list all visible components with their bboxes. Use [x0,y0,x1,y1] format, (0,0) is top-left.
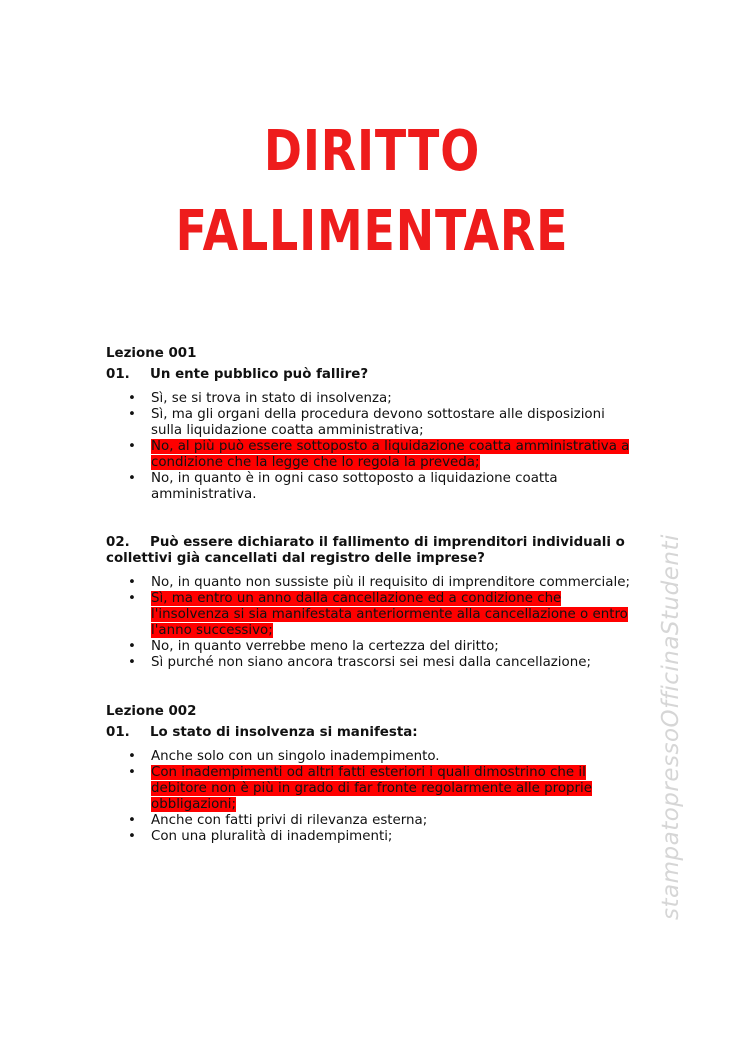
bullet-icon: • [128,575,136,590]
document-title [67,112,677,272]
bullet-icon: • [128,655,136,670]
lesson-heading: Lezione 002 [106,704,197,719]
question-heading [106,535,636,567]
bullet-icon: • [128,765,136,780]
bullet-icon: • [128,829,136,844]
title-line-2: FALLIMENTARE [175,199,569,264]
answer-text: Sì, ma gli organi della procedura devono sottostare alle disposizioni sulla liquidazione coatta amministrativa; [151,407,605,438]
answer-item-correct [106,591,636,639]
bullet-icon: • [128,749,136,764]
question-number: 01. [106,367,130,382]
answer-text: No, in quanto verrebbe meno la certezza del diritto; [151,639,499,654]
bullet-icon: • [128,471,136,486]
answer-text: No, in quanto è in ogni caso sottoposto a liquidazione coatta amministrativa. [151,471,558,502]
lesson-heading: Lezione 001 [106,346,197,361]
answer-list [106,749,636,845]
answer-text: Anche solo con un singolo inadempimento. [151,749,440,764]
question-heading [106,367,636,383]
answer-text-highlighted: Sì, ma entro un anno dalla cancellazione ed a condizione che l'insolvenza si sia manifestata anteriormente alla cancellazione o entro l'anno successivo; [151,591,628,638]
question-text: Può essere dichiarato il fallimento di imprenditori individuali o collettivi già cancellati dal registro delle imprese? [106,535,625,566]
answer-item [106,749,636,765]
answer-item [106,471,636,503]
bullet-icon: • [128,639,136,654]
title-line-1: DIRITTO [263,119,481,184]
bullet-icon: • [128,407,136,422]
watermark-text: stampatopressoOfficinaStudenti [658,534,684,920]
answer-text: Con una pluralità di inadempimenti; [151,829,393,844]
answer-text: Sì purché non siano ancora trascorsi sei mesi dalla cancellazione; [151,655,591,670]
answer-list [106,575,636,671]
answer-item [106,813,636,829]
question-number: 02. [106,535,130,550]
answer-item [106,639,636,655]
answer-item [106,407,636,439]
answer-item-correct [106,439,636,471]
answer-item [106,575,636,591]
question-text: Lo stato di insolvenza si manifesta: [150,725,418,740]
bullet-icon: • [128,439,136,454]
answer-item [106,391,636,407]
bullet-icon: • [128,813,136,828]
answer-text-highlighted: No, al più può essere sottoposto a liquidazione coatta amministrativa a condizione che la legge che lo regola la preveda; [151,439,630,470]
answer-text: No, in quanto non sussiste più il requisito di imprenditore commerciale; [151,575,630,590]
answer-text: Sì, se si trova in stato di insolvenza; [151,391,392,406]
answer-item [106,829,636,845]
quiz-content [106,346,636,845]
answer-text-highlighted: Con inadempimenti od altri fatti esteriori i quali dimostrino che il debitore non è più in grado di far fronte regolarmente alle proprie obbligazioni; [151,765,592,812]
answer-item-correct [106,765,636,813]
bullet-icon: • [128,591,136,606]
question-text: Un ente pubblico può fallire? [150,367,369,382]
bullet-icon: • [128,391,136,406]
answer-text: Anche con fatti privi di rilevanza esterna; [151,813,428,828]
question-number: 01. [106,725,130,740]
answer-list [106,391,636,503]
question-heading [106,725,636,741]
answer-item [106,655,636,671]
